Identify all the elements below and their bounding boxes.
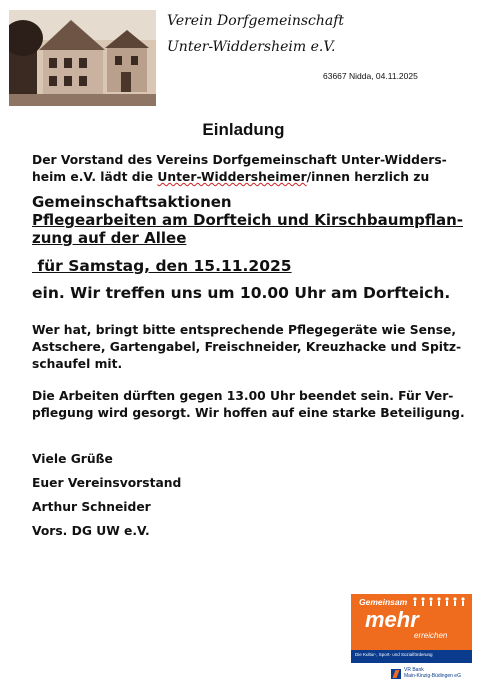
task-line-1: Pflegearbeiten am Dorfteich und Kirschbaumpflan- bbox=[32, 211, 463, 229]
intro-line-2-end: /innen herzlich zu bbox=[306, 170, 430, 184]
end-time-line-1: Die Arbeiten dürften gegen 13.00 Uhr beendet sein. Für Ver- bbox=[32, 389, 454, 403]
vr-bank-logo bbox=[391, 668, 461, 679]
meeting-info: ein. Wir treffen uns um 10.00 Uhr am Dorfteich. bbox=[32, 284, 451, 302]
tools-line-2: Astschere, Gartengabel, Freischneider, Kreuzhacke und Spitz- bbox=[32, 340, 462, 354]
spellcheck-flagged-word: Unter-Widdersheimer bbox=[157, 170, 307, 184]
sponsor-banner bbox=[351, 594, 472, 663]
intro-line-2-start: heim e.V. lädt die bbox=[32, 170, 158, 184]
intro-line-2 bbox=[32, 169, 429, 186]
vr-bank-name bbox=[404, 668, 461, 679]
vr-bank-line-2: Main-Kinzig-Büdingen eG bbox=[404, 672, 461, 679]
house-photo-image bbox=[9, 10, 156, 106]
people-figures-icon bbox=[411, 596, 467, 608]
signer-name: Arthur Schneider bbox=[32, 500, 151, 514]
club-name-line-1: Verein Dorfgemeinschaft bbox=[167, 13, 345, 29]
task-line-2: zung auf der Allee bbox=[32, 229, 187, 247]
sponsor-erreichen: erreichen bbox=[414, 631, 448, 640]
tools-line-3: schaufel mit. bbox=[32, 357, 123, 371]
document-title: Einladung bbox=[202, 120, 285, 139]
header-photo bbox=[9, 10, 156, 106]
tools-line-1: Wer hat, bringt bitte entsprechende Pflegegeräte wie Sense, bbox=[32, 323, 457, 337]
event-date: für Samstag, den 15.11.2025 bbox=[32, 257, 292, 275]
vr-bank-line-1: VR Bank bbox=[404, 667, 424, 673]
place-and-date: 63667 Nidda, 04.11.2025 bbox=[323, 71, 418, 81]
end-time-line-2: pflegung wird gesorgt. Wir hoffen auf eine starke Beteiligung. bbox=[32, 406, 465, 420]
sponsor-mehr: mehr bbox=[365, 607, 419, 632]
sponsor-tagline-band bbox=[351, 650, 472, 663]
closing-sender: Euer Vereinsvorstand bbox=[32, 476, 182, 490]
sponsor-gemeinsam: Gemeinsam bbox=[359, 597, 408, 607]
club-name-line-2: Unter-Widdersheim e.V. bbox=[167, 39, 336, 55]
intro-line-1: Der Vorstand des Vereins Dorfgemeinschaft Unter-Widders- bbox=[32, 153, 447, 167]
sponsor-tagline: Die Kultur-, Sport- und Sozialförderung bbox=[355, 652, 433, 657]
closing-greeting: Viele Grüße bbox=[32, 452, 113, 466]
signer-role: Vors. DG UW e.V. bbox=[32, 524, 150, 538]
action-heading: Gemeinschaftsaktionen bbox=[32, 193, 232, 211]
vr-bank-logo-icon bbox=[391, 669, 401, 679]
